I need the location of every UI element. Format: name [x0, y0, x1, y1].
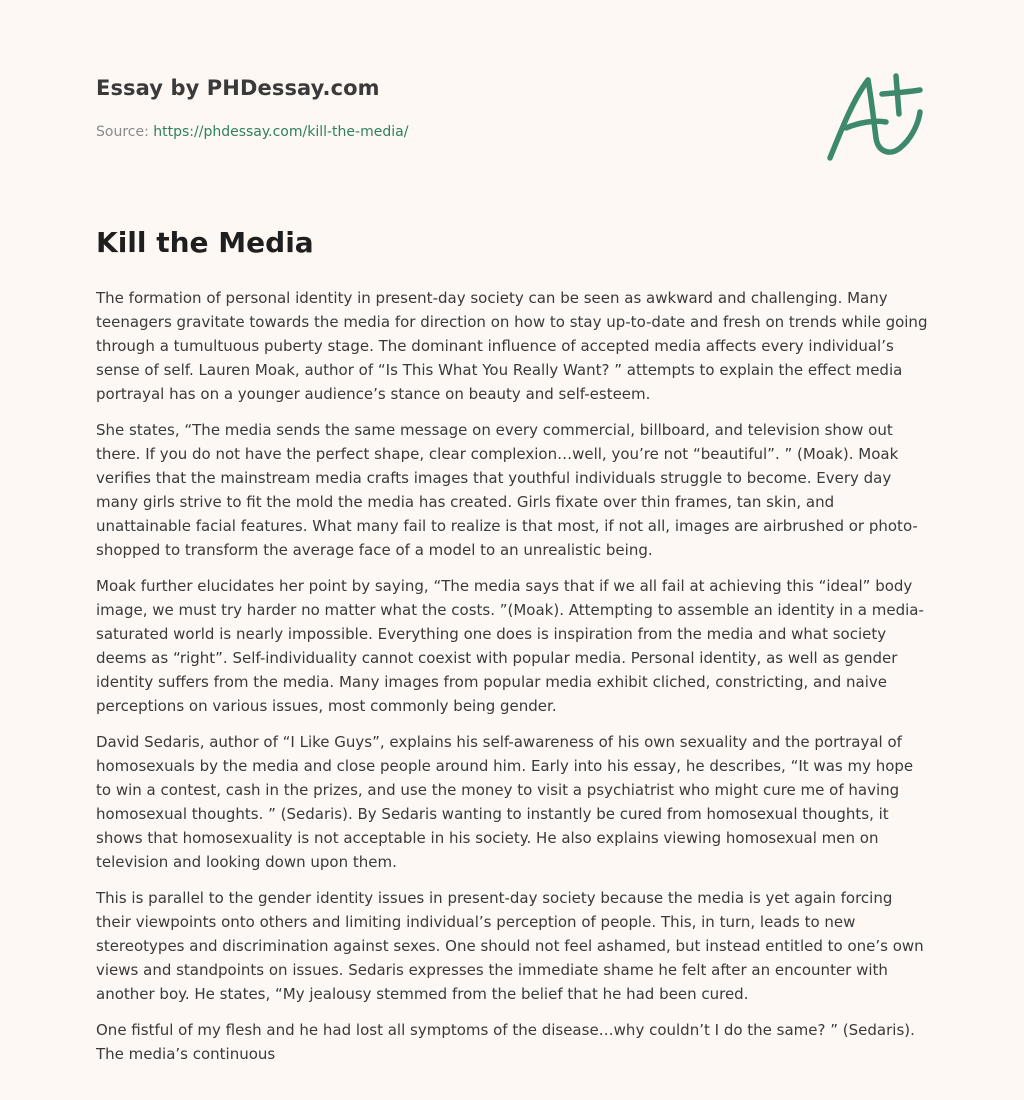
essay-paragraph: One fistful of my flesh and he had lost all symptoms of the disease…why couldn’t I do the same? ” (Sedaris). The media’s continuous — [96, 1021, 915, 1063]
source-link[interactable]: https://phdessay.com/kill-the-media/ — [153, 124, 409, 140]
essay-paragraph: This is parallel to the gender identity issues in present-day society because the media is yet again forcing their viewpoints onto others and limiting individual’s perception of people. This, in turn, leads to new stereotypes and discrimination against sexes. One should not feel ashamed, but instead entitled to one’s own views and standpoints on issues. Sedaris expresses the immediate shame he felt after an encounter with another boy. He states, “My jealousy stemmed from the belief that he had been cured. — [96, 889, 924, 1003]
essay-paragraph: She states, “The media sends the same message on every commercial, billboard, and television show out there. If you do not have the perfect shape, clear complexion…well, you’re not “beautiful”. ” (Moak). Moak verifies that the mainstream media crafts images that youthful individuals struggle to become. Every day many girls strive to fit the mold the media has created. Girls fixate over thin frames, tan skin, and unattainable facial features. What many fail to realize is that most, if not all, images are airbrushed or photo-shopped to transform the average face of a model to an unrealistic being. — [96, 421, 918, 559]
a-plus-grade-icon — [820, 68, 930, 166]
essay-paragraph: Moak further elucidates her point by saying, “The media says that if we all fail at achieving this “ideal” body image, we must try harder no matter what the costs. ”(Moak). Attempting to assemble an identity in a media-saturated world is nearly impossible. Everything one does is inspiration from the media and what society deems as “right”. Self-individuality cannot coexist with popular media. Personal identity, as well as gender identity suffers from the media. Many images from popular media exhibit cliched, constricting, and naive perceptions on various issues, most commonly being gender. — [96, 577, 924, 715]
essay-body — [96, 286, 932, 1078]
essay-paragraph: David Sedaris, author of “I Like Guys”, explains his self-awareness of his own sexuality and the portrayal of homosexuals by the media and close people around him. Early into his essay, he describes, “It was my hope to win a contest, cash in the prizes, and use the money to visit a psychiatrist who might cure me of having homosexual thoughts. ” (Sedaris). By Sedaris wanting to instantly be cured from homosexual thoughts, it shows that homosexuality is not acceptable in his society. He also explains viewing homosexual men on television and looking down upon them. — [96, 733, 914, 871]
essay-title: Kill the Media — [96, 226, 314, 259]
site-header — [96, 76, 796, 100]
source-line — [96, 124, 408, 140]
brand-title: Essay by PHDessay.com — [96, 76, 380, 100]
essay-paragraph: The formation of personal identity in present-day society can be seen as awkward and challenging. Many teenagers gravitate towards the media for direction on how to stay up-to-date and fresh on trends while going through a tumultuous puberty stage. The dominant influence of accepted media affects every individual’s sense of self. Lauren Moak, author of “Is This What You Really Want? ” attempts to explain the effect media portrayal has on a younger audience’s stance on beauty and self-esteem. — [96, 289, 928, 403]
source-label: Source: — [96, 124, 149, 140]
